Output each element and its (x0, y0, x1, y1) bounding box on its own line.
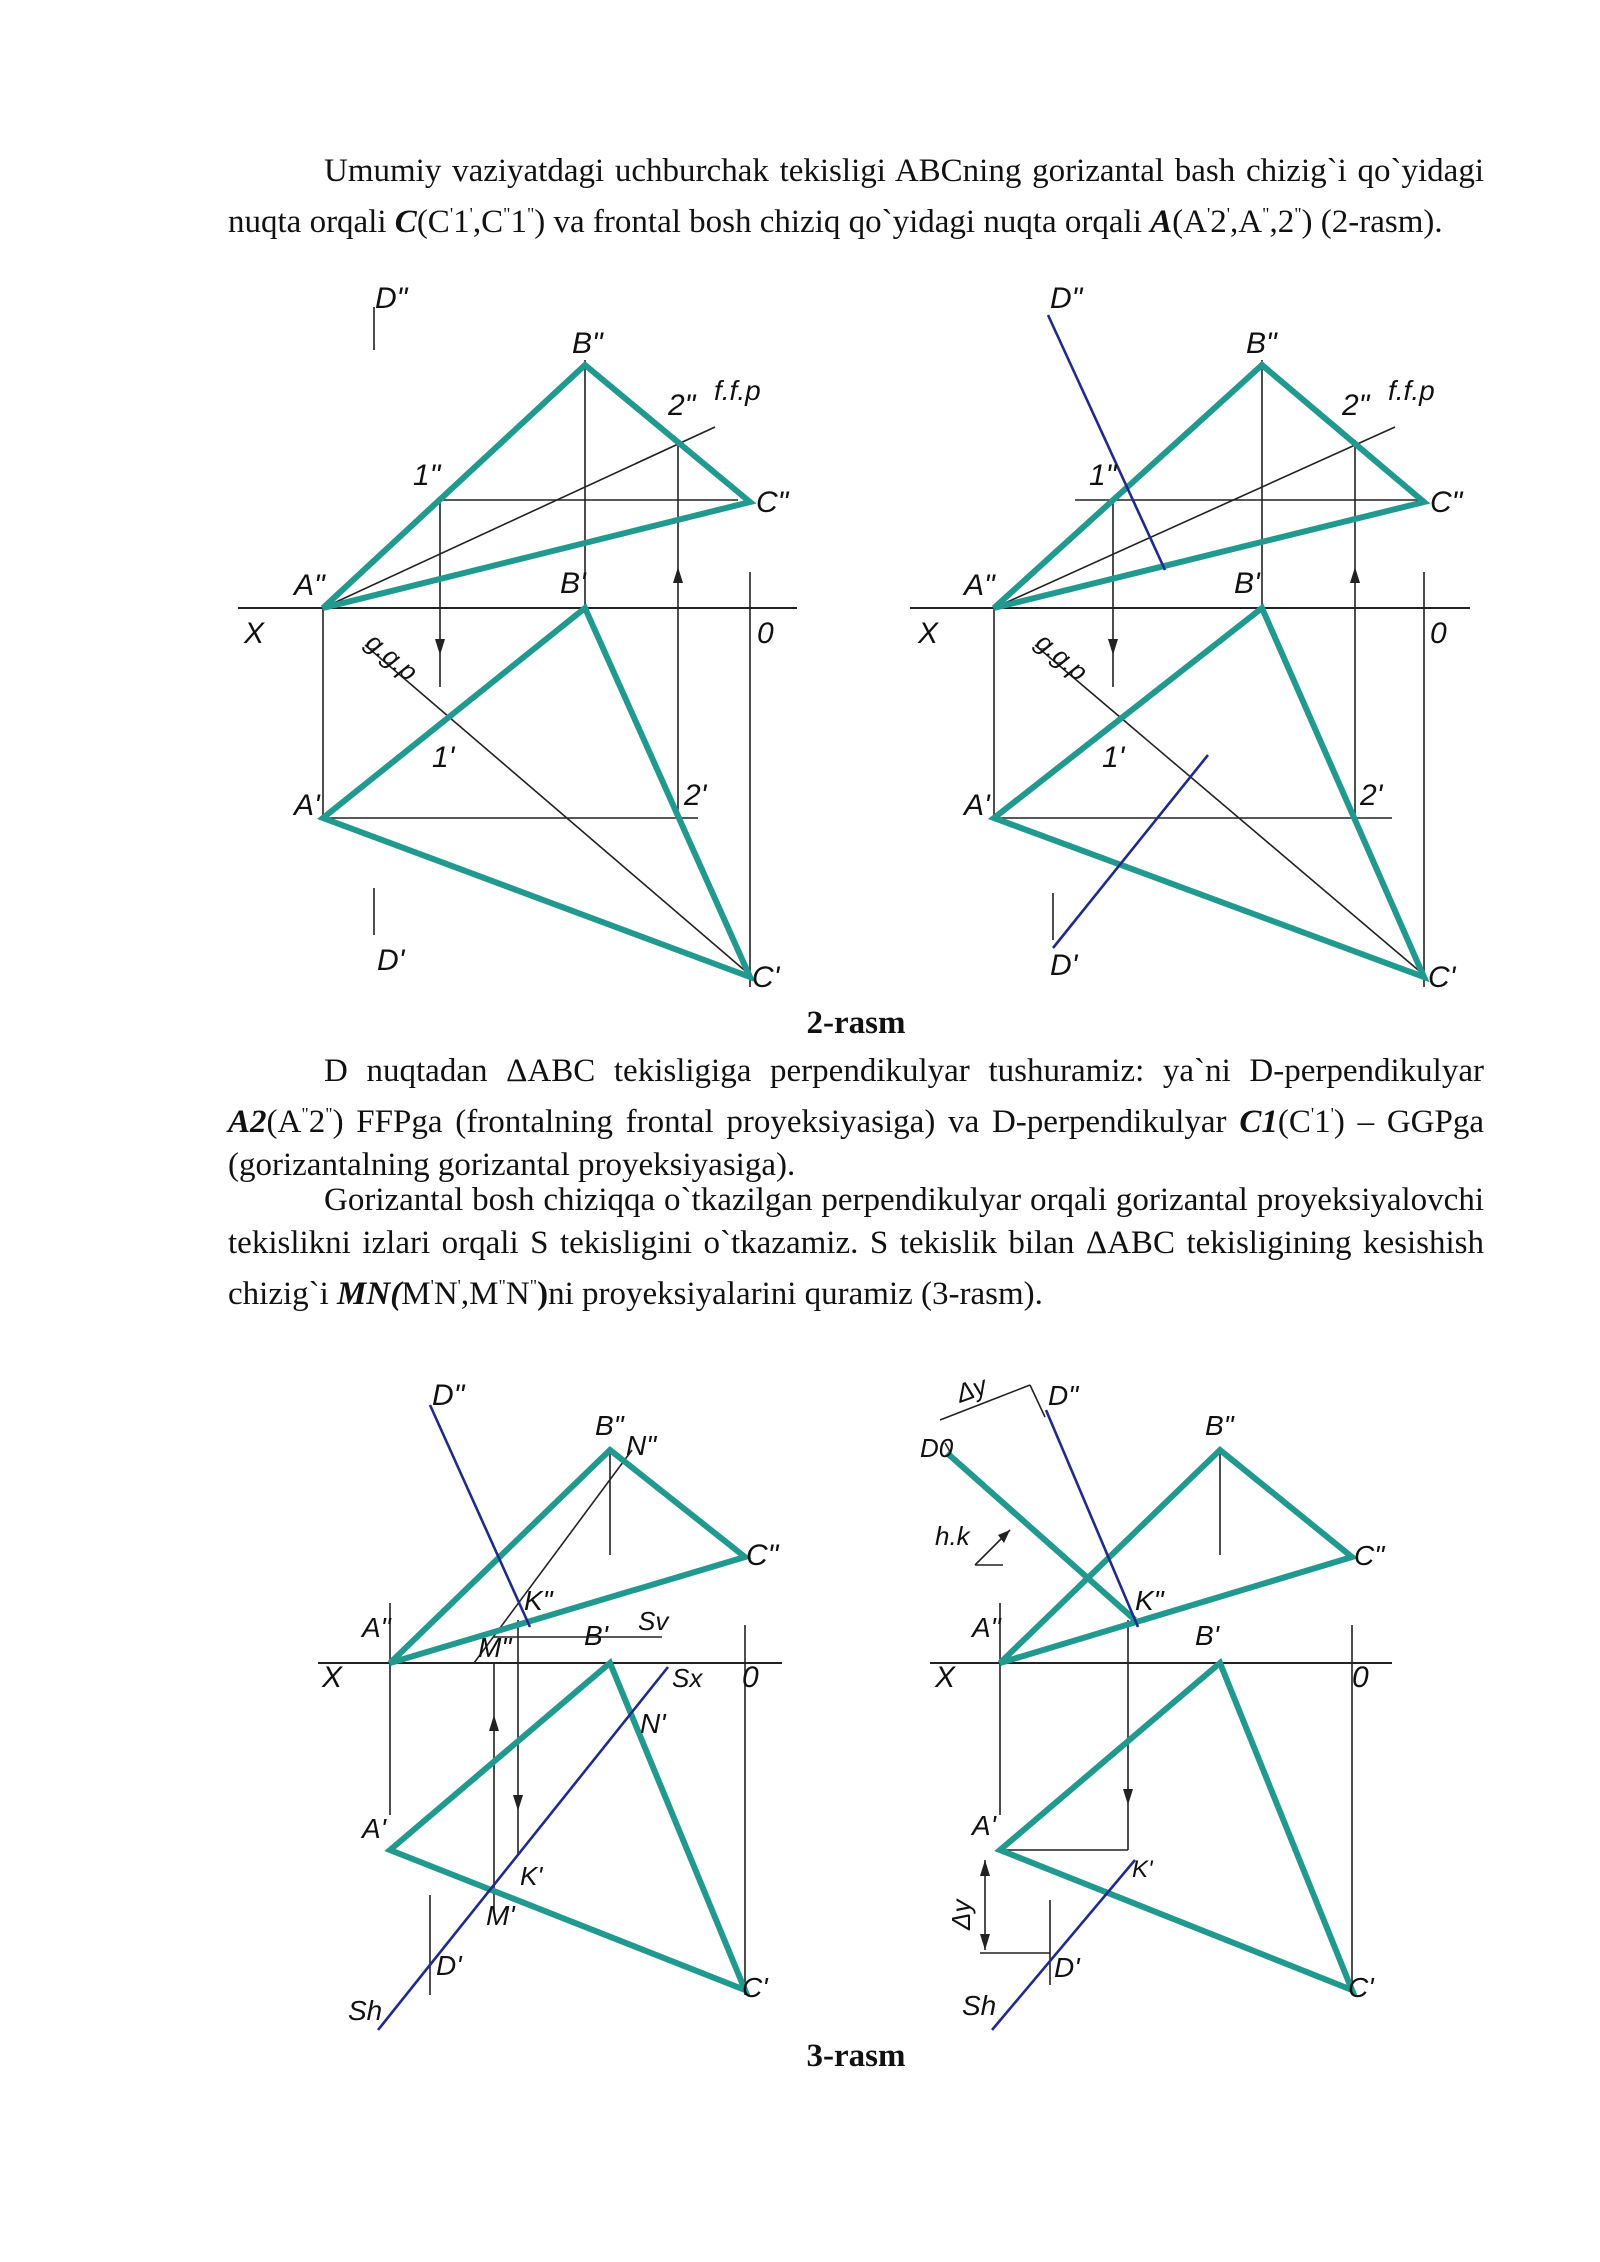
triangle-front-view (1000, 1450, 1352, 1663)
figure-2-right-panel (910, 282, 1470, 994)
label-c-top: C' (1428, 961, 1456, 994)
label-x-axis: X (935, 1661, 956, 1694)
label-x-axis: X (322, 1661, 343, 1694)
dy-extension-line (1030, 1385, 1045, 1417)
arrow-down-icon (435, 639, 445, 655)
perpendicular-front (1046, 1410, 1138, 1627)
p1-segment: " (503, 204, 511, 224)
label-c-top: C' (752, 961, 780, 994)
p3-segment: MN( (337, 1276, 402, 1312)
p3-segment: M (401, 1276, 431, 1312)
p1-segment: Umumiy vaziyatdagi uchburchak tekisligi ABCning gorizantal bash chizig`i qo`yidagi nuqta orqali (228, 153, 1484, 240)
label-a-front: A" (294, 569, 325, 602)
p2-segment: 2 (308, 1104, 326, 1140)
label-d-front: D" (1048, 1380, 1079, 1411)
p1-segment: " (1262, 204, 1270, 224)
label-c-front: C" (746, 1539, 779, 1572)
label-d-front: D" (375, 282, 408, 315)
p1-segment: (C (416, 204, 450, 240)
label-ggp: g.g.p (1030, 626, 1094, 687)
p3-segment: ,M (460, 1276, 499, 1312)
p3-segment: ni proyeksiyalarini quramiz (3-rasm). (548, 1276, 1043, 1312)
perpendicular-front (430, 1405, 530, 1627)
label-n-top: N' (640, 1708, 666, 1739)
p1-segment: ,A (1229, 204, 1263, 240)
label-ggp: g.g.p (360, 626, 424, 687)
p1-segment: " (526, 204, 535, 224)
trace-sh-line (378, 1667, 668, 2030)
label-c-front: C" (1430, 486, 1463, 519)
trace-sh-line (992, 1860, 1135, 2030)
label-n-front: N" (626, 1430, 657, 1461)
perpendicular-front (1048, 315, 1165, 570)
label-a-front: A" (972, 1612, 1001, 1643)
p2-segment: ) FFPga (frontalning frontal proyeksiyasiga) va D-perpendikulyar (332, 1104, 1240, 1140)
label-sh: Sh (962, 1990, 997, 2021)
p1-segment: ' (1206, 204, 1211, 224)
label-x-axis: X (244, 617, 265, 650)
label-b-front: B" (595, 1410, 624, 1441)
label-sv: Sv (638, 1606, 669, 1636)
arrow-down-icon (980, 1934, 990, 1950)
p1-segment: ) va frontal bosh chiziq qo`yidagi nuqta orqali (534, 204, 1151, 240)
p1-segment: ,2 (1269, 204, 1295, 240)
p1-segment: ,C (472, 204, 504, 240)
label-d-front: D" (1050, 282, 1083, 315)
label-k-top: K' (1132, 1856, 1153, 1883)
p2-segment: C1 (1239, 1104, 1278, 1140)
label-b-top: B' (1234, 567, 1260, 600)
p3-segment: ) (537, 1276, 549, 1312)
label-k-front: K" (524, 1585, 553, 1616)
figure-2-left-panel (238, 282, 797, 994)
p2-segment: ' (1330, 1104, 1334, 1124)
p3-segment: Gorizantal bosh chiziqqa o`tkazilgan perpendikulyar orqali gorizantal proyeksiyalovchi tekislikni izlari orqali S tekisligini o`tkazamiz. S tekislik bilan ΔABC tekisligining kesishish chizig`i (228, 1182, 1484, 1312)
paragraph-intro (228, 150, 1484, 244)
p2-segment: D nuqtadan ΔABC tekisligiga perpendikulyar tushuramiz: ya`ni D-perpendikulyar (324, 1053, 1484, 1089)
label-d-top: D' (1050, 949, 1078, 982)
p3-segment: ' (430, 1276, 434, 1296)
p1-segment: 2 (1210, 204, 1227, 240)
label-a-top: A' (972, 1810, 997, 1841)
p1-segment: ' (449, 204, 454, 224)
label-c-front: C" (756, 486, 789, 519)
p2-segment: (C (1277, 1104, 1311, 1140)
label-a-front: A" (362, 1612, 391, 1643)
p1-segment: C (394, 204, 417, 240)
label-ffp: f.f.p (1388, 375, 1435, 406)
label-sh: Sh (348, 1995, 383, 2026)
triangle-top-view (1000, 1663, 1352, 1990)
label-origin: 0 (1430, 617, 1447, 650)
p1-segment: 1 (510, 204, 527, 240)
label-m-front: M" (478, 1632, 512, 1663)
p1-segment: ' (1226, 204, 1230, 224)
label-k-front: K" (1135, 1585, 1164, 1616)
label-b-front: B" (1205, 1410, 1234, 1441)
label-a-top: A' (294, 789, 320, 822)
p1-segment: 1 (453, 204, 470, 240)
triangle-top-view (390, 1663, 745, 1990)
label-hk: h.k (935, 1521, 970, 1551)
p2-segment: " (325, 1104, 333, 1124)
p1-segment: ' (469, 204, 473, 224)
label-2-top: 2' (684, 779, 707, 812)
caption-figure-3: 3-rasm (806, 2038, 906, 2074)
label-k-top: K' (520, 1861, 543, 1891)
arrow-up-icon (489, 1715, 499, 1731)
p3-segment: " (498, 1276, 506, 1296)
label-1-front: 1" (1089, 459, 1117, 492)
label-b-top: B' (1195, 1620, 1220, 1651)
label-m-top: M' (486, 1900, 515, 1931)
triangle-front-view (390, 1450, 745, 1663)
label-a-front: A" (964, 569, 995, 602)
label-c-front: C" (1354, 1540, 1385, 1571)
p2-segment: (A (266, 1104, 302, 1140)
label-a-top: A' (964, 789, 990, 822)
label-sx: Sx (672, 1663, 703, 1693)
label-2-front: 2" (1342, 389, 1370, 422)
label-d-top: D' (436, 1950, 462, 1981)
figure-3 (0, 1365, 1600, 2035)
label-d-top: D' (377, 944, 405, 977)
label-d0: D0 (920, 1433, 954, 1463)
p1-segment: ) (2-rasm). (1301, 204, 1443, 240)
label-origin: 0 (742, 1661, 759, 1694)
arrow-up-icon (980, 1860, 990, 1876)
paragraph-plane-s (228, 1179, 1484, 1316)
arrow-down-icon (1123, 1789, 1133, 1805)
p1-segment: A (1150, 204, 1173, 240)
label-c-top: C' (742, 1972, 768, 2003)
p3-segment: N (433, 1276, 458, 1312)
label-x-axis: X (918, 617, 939, 650)
label-a-top: A' (362, 1813, 387, 1844)
ffp-line (323, 427, 715, 608)
label-1-top: 1' (432, 741, 455, 774)
figure-3-left-panel (318, 1379, 782, 2030)
label-1-front: 1" (413, 459, 441, 492)
paragraph-perpendicular (228, 1050, 1484, 1187)
label-b-top: B' (560, 567, 586, 600)
p3-segment: ' (457, 1276, 461, 1296)
label-origin: 0 (1352, 1661, 1369, 1694)
p3-segment: " (529, 1276, 538, 1296)
figure-3-right-panel (920, 1369, 1392, 2030)
label-2-front: 2" (668, 389, 696, 422)
figure-2 (0, 275, 1600, 1000)
p2-segment: ) – GGPga (gorizantalning gorizantal proyeksiyasiga). (228, 1104, 1484, 1183)
p2-segment: 1 (1314, 1104, 1331, 1140)
label-b-front: B" (572, 327, 603, 360)
caption-figure-2: 2-rasm (806, 1005, 906, 1041)
label-origin: 0 (757, 617, 774, 650)
arrow-down-icon (513, 1795, 523, 1811)
p2-segment: ' (1310, 1104, 1315, 1124)
ffp-line (994, 427, 1395, 608)
label-c-top: C' (1348, 1972, 1374, 2003)
label-1-top: 1' (1102, 741, 1125, 774)
arrow-up-icon (1350, 567, 1360, 583)
arrow-up-icon (673, 567, 683, 583)
p1-segment: " (1294, 204, 1302, 224)
label-d-front: D" (432, 1379, 465, 1412)
p3-segment: N (505, 1276, 530, 1312)
p2-segment: " (301, 1104, 309, 1124)
true-length-line (947, 1453, 1135, 1620)
p1-segment: (A (1172, 204, 1207, 240)
label-dy-top: Δy (946, 1899, 976, 1930)
label-dy-front: Δy (951, 1370, 991, 1409)
label-2-top: 2' (1360, 779, 1383, 812)
label-b-front: B" (1246, 327, 1277, 360)
arrow-down-icon (1108, 639, 1118, 655)
p2-segment: A2 (228, 1104, 267, 1140)
label-d-top: D' (1054, 1952, 1080, 1983)
label-b-top: B' (584, 1620, 609, 1651)
label-ffp: f.f.p (714, 375, 761, 406)
